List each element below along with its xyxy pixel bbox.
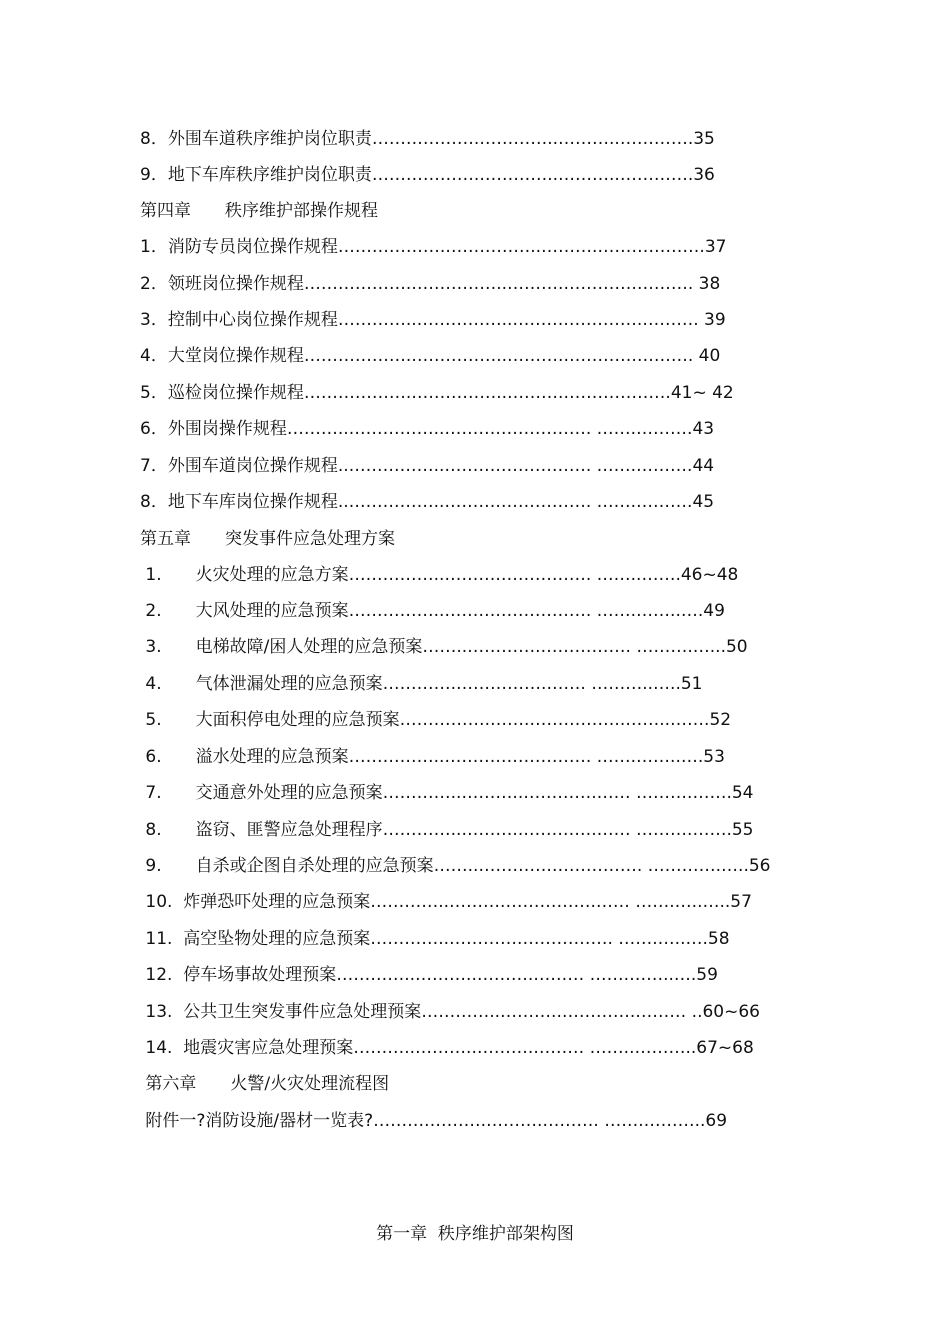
toc-line-4: 1．消防专员岗位操作规程……………….……………..……….……………….37 bbox=[140, 237, 727, 257]
toc-line-6: 3．控制中心岗位操作规程…………..……………..……….………….………. 39 bbox=[140, 310, 726, 330]
toc-line-1: 8．外围车道秩序维护岗位职责……………….…………..………..………….35 bbox=[140, 129, 715, 149]
toc-line-17: 5. 大面积停电处理的应急预案…………….…….……………..……..…….52 bbox=[140, 710, 732, 730]
toc-line-13: 1. 火灾处理的应急方案……………..……….……………. ……..…….46~48 bbox=[140, 565, 739, 585]
toc-line-11: 8．地下车库岗位操作规程..……………..……….……………. …….……….45 bbox=[140, 492, 715, 512]
chapter-1-title: 第一章 秩序维护部架构图 bbox=[376, 1224, 574, 1244]
toc-line-5: 2．领班岗位操作规程……………….……………..……….………….………. 38 bbox=[140, 274, 721, 294]
toc-line-23: 11. 高空坠物处理的应急预案…………..………….……………. …….…..….58 bbox=[140, 929, 730, 949]
toc-line-8: 5．巡检岗位操作规程……………….……………..……….……………….41~ 42 bbox=[140, 383, 734, 403]
toc-line-2: 9．地下车库秩序维护岗位职责……………….…………..………..………….36 bbox=[140, 165, 715, 185]
toc-line-15: 3. 电梯故障/困人处理的应急预案……..………….……………. ……….…...50 bbox=[140, 637, 748, 657]
toc-line-26: 14. 地震灾害应急处理预案………..………..……….……… ……..………..67~68 bbox=[140, 1038, 754, 1058]
toc-line-7: 4．大堂岗位操作规程……………….……………..……….………….………. 40 bbox=[140, 346, 721, 366]
toc-line-20: 8. 盗窃、匪警应急处理程序…………..………..………….…… ……….…….55 bbox=[140, 820, 754, 840]
toc-line-25: 13. 公共卫生突发事件应急处理预案…………..………..………….……… ..60~66 bbox=[140, 1002, 760, 1022]
toc-line-18: 6. 溢水处理的应急预案……………..……….……………. …….……..….53 bbox=[140, 747, 725, 767]
toc-line-10: 7．外围车道岗位操作规程..……………..……….……………. …….……….44 bbox=[140, 456, 715, 476]
toc-line-28: 附件一?消防设施/器材一览表?……….……….……….………. …….………..69 bbox=[140, 1111, 728, 1131]
chapter-6-heading: 第六章 火警/火灾处理流程图 bbox=[140, 1074, 390, 1094]
toc-line-22: 10. 炸弹恐吓处理的应急预案…………..……….…………….…… …….…..…..57 bbox=[140, 892, 752, 912]
toc-line-19: 7. 交通意外处理的应急预案…………..………..………….…… ……….…….54 bbox=[140, 783, 754, 803]
toc-line-9: 6．外围岗操作规程………..……………..……….……………. …….……….43 bbox=[140, 419, 715, 439]
chapter-4-heading: 第四章 秩序维护部操作规程 bbox=[140, 201, 378, 221]
chapter-5-heading: 第五章 突发事件应急处理方案 bbox=[140, 529, 395, 549]
toc-line-16: 4. 气体泄漏处理的应急预案………….…………….……. ………..…..51 bbox=[140, 674, 703, 694]
toc-line-24: 12. 停车场事故处理预案…………..………..……….……… …….……..….59 bbox=[140, 965, 718, 985]
toc-line-14: 2. 大风处理的应急预案……………..……….……………. …….……..….49 bbox=[140, 601, 725, 621]
toc-line-21: 9. 自杀或企图自杀处理的应急预案……..………….……………. ………….…..56 bbox=[140, 856, 771, 876]
